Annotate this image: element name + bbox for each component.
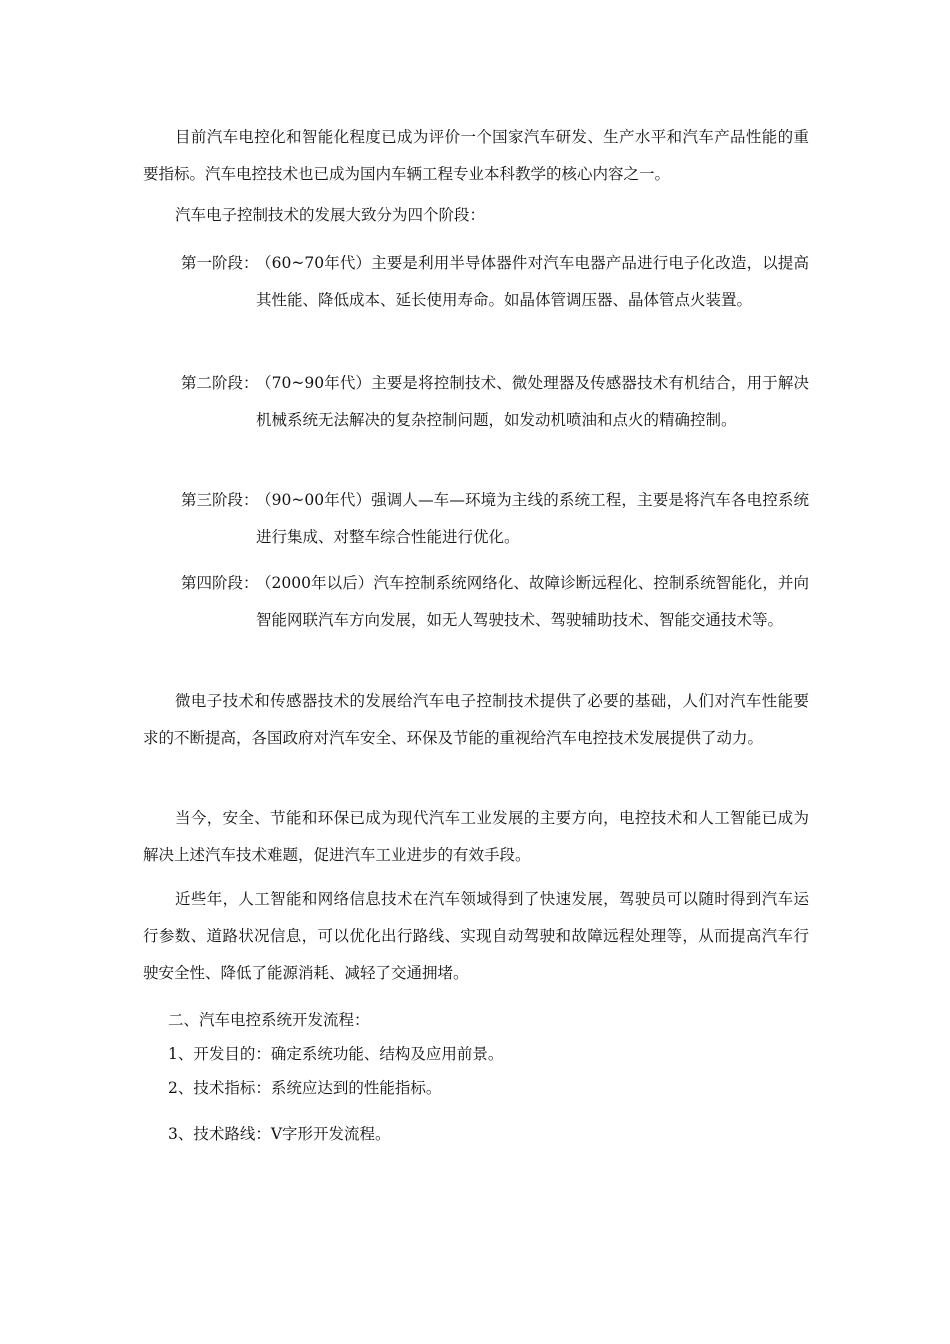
stage-4 bbox=[181, 565, 811, 639]
today-paragraph: 当今，安全、节能和环保已成为现代汽车工业发展的主要方向，电控技术和人工智能已成为解决上述汽车技术难题，促进汽车工业进步的有效手段。 bbox=[143, 809, 809, 864]
intro-paragraph: 目前汽车电控化和智能化程度已成为评价一个国家汽车研发、生产水平和汽车产品性能的重要指标。汽车电控技术也已成为国内车辆工程专业本科教学的核心内容之一。 bbox=[143, 128, 809, 183]
recent-paragraph: 近些年，人工智能和网络信息技术在汽车领域得到了快速发展，驾驶员可以随时得到汽车运行参数、道路状况信息，可以优化出行路线、实现自动驾驶和故障远程处理等，从而提高汽车行驶安全性、降低了能源消耗、减轻了交通拥堵。 bbox=[143, 890, 809, 982]
process-heading: 二、汽车电控系统开发流程： bbox=[168, 1011, 370, 1029]
stages-intro-paragraph: 汽车电子控制技术的发展大致分为四个阶段： bbox=[175, 206, 486, 224]
stage-1-text: （60~70年代）主要是利用半导体器件对汽车电器产品进行电子化改造，以提高其性能、降低成本、延长使用寿命。如晶体管调压器、晶体管点火装置。 bbox=[256, 254, 809, 309]
stage-3-label: 第三阶段： bbox=[181, 491, 259, 509]
stage-2 bbox=[181, 365, 811, 439]
stage-1-label: 第一阶段： bbox=[181, 254, 259, 272]
stage-2-label: 第二阶段： bbox=[181, 374, 259, 392]
stage-3-text: （90~00年代）强调人—车—环境为主线的系统工程，主要是将汽车各电控系统进行集成、对整车综合性能进行优化。 bbox=[256, 491, 809, 546]
process-item-2: 2、技术指标：系统应达到的性能指标。 bbox=[168, 1079, 442, 1097]
micro-paragraph: 微电子技术和传感器技术的发展给汽车电子控制技术提供了必要的基础，人们对汽车性能要求的不断提高，各国政府对汽车安全、环保及节能的重视给汽车电控技术发展提供了动力。 bbox=[143, 692, 809, 747]
stage-4-label: 第四阶段： bbox=[181, 574, 259, 592]
process-item-1: 1、开发目的：确定系统功能、结构及应用前景。 bbox=[168, 1045, 504, 1063]
stage-1 bbox=[181, 245, 811, 319]
stage-4-text: （2000年以后）汽车控制系统网络化、故障诊断远程化、控制系统智能化，并向智能网联汽车方向发展，如无人驾驶技术、驾驶辅助技术、智能交通技术等。 bbox=[256, 574, 809, 629]
stage-3 bbox=[181, 482, 811, 556]
stage-2-text: （70~90年代）主要是将控制技术、微处理器及传感器技术有机结合，用于解决机械系统无法解决的复杂控制问题，如发动机喷油和点火的精确控制。 bbox=[256, 374, 809, 429]
process-item-3: 3、技术路线：V字形开发流程。 bbox=[168, 1125, 391, 1143]
